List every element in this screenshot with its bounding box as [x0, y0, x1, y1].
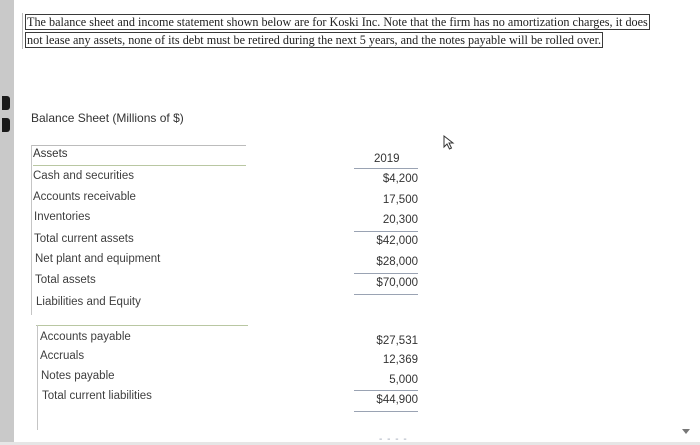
document-page [14, 0, 700, 445]
value-total-assets: $70,000 [376, 277, 418, 289]
mouse-pointer-icon [442, 134, 458, 150]
year-header: 2019 [374, 153, 400, 165]
value-accruals: 12,369 [382, 354, 418, 366]
value-accounts-payable: $27,531 [376, 335, 418, 347]
value-inventories: 20,300 [382, 214, 418, 226]
row-label-cash: Cash and securities [33, 170, 134, 182]
intro-line-2: not lease any assets, none of its debt must be retired during the next 5 years, and the notes payable will be rolled over. [27, 33, 602, 47]
assets-top-rule [31, 145, 246, 146]
total-rule [354, 273, 418, 274]
value-cash: $4,200 [382, 173, 418, 185]
row-label-net-plant: Net plant and equipment [35, 253, 161, 265]
row-label-total-assets: Total assets [35, 274, 96, 286]
value-total-current-assets: $42,000 [376, 235, 418, 247]
row-label-receivables: Accounts receivable [33, 191, 136, 203]
row-label-accounts-payable: Accounts payable [40, 331, 131, 343]
left-edge-strip [0, 0, 14, 442]
value-receivables: 17,500 [382, 194, 418, 206]
assets-header: Assets [33, 148, 68, 160]
row-label-total-current-assets: Total current assets [34, 233, 134, 245]
value-notes-payable: 5,000 [389, 374, 418, 386]
liabilities-subtotal-rule [354, 390, 418, 391]
year-rule [354, 168, 418, 169]
liabilities-top-rule [36, 325, 248, 326]
edge-marker [2, 118, 10, 132]
row-label-notes-payable: Notes payable [41, 370, 115, 382]
row-label-accruals: Accruals [40, 350, 85, 362]
assets-header-rule [33, 165, 246, 166]
intro-line-1: The balance sheet and income statement shown below are for Koski Inc. Note that the firm has no amortization charges, it does [27, 15, 648, 29]
liabilities-header: Liabilities and Equity [36, 296, 141, 308]
value-net-plant: $28,000 [376, 256, 418, 268]
value-total-current-liabilities: $44,900 [376, 394, 418, 406]
cut-off-row-indicator: - - - - [379, 434, 408, 445]
assets-left-border [31, 145, 32, 315]
subtotal-rule [354, 231, 418, 232]
values-column [354, 0, 418, 442]
balance-sheet-title: Balance Sheet (Millions of $) [31, 111, 184, 125]
scroll-down-icon[interactable] [682, 429, 690, 434]
total-double-rule [354, 294, 418, 295]
row-label-total-current-liabilities: Total current liabilities [42, 390, 152, 402]
liabilities-total-rule [354, 411, 418, 412]
row-label-inventories: Inventories [34, 211, 91, 223]
edge-marker [2, 96, 10, 110]
liabilities-left-border [37, 325, 38, 430]
